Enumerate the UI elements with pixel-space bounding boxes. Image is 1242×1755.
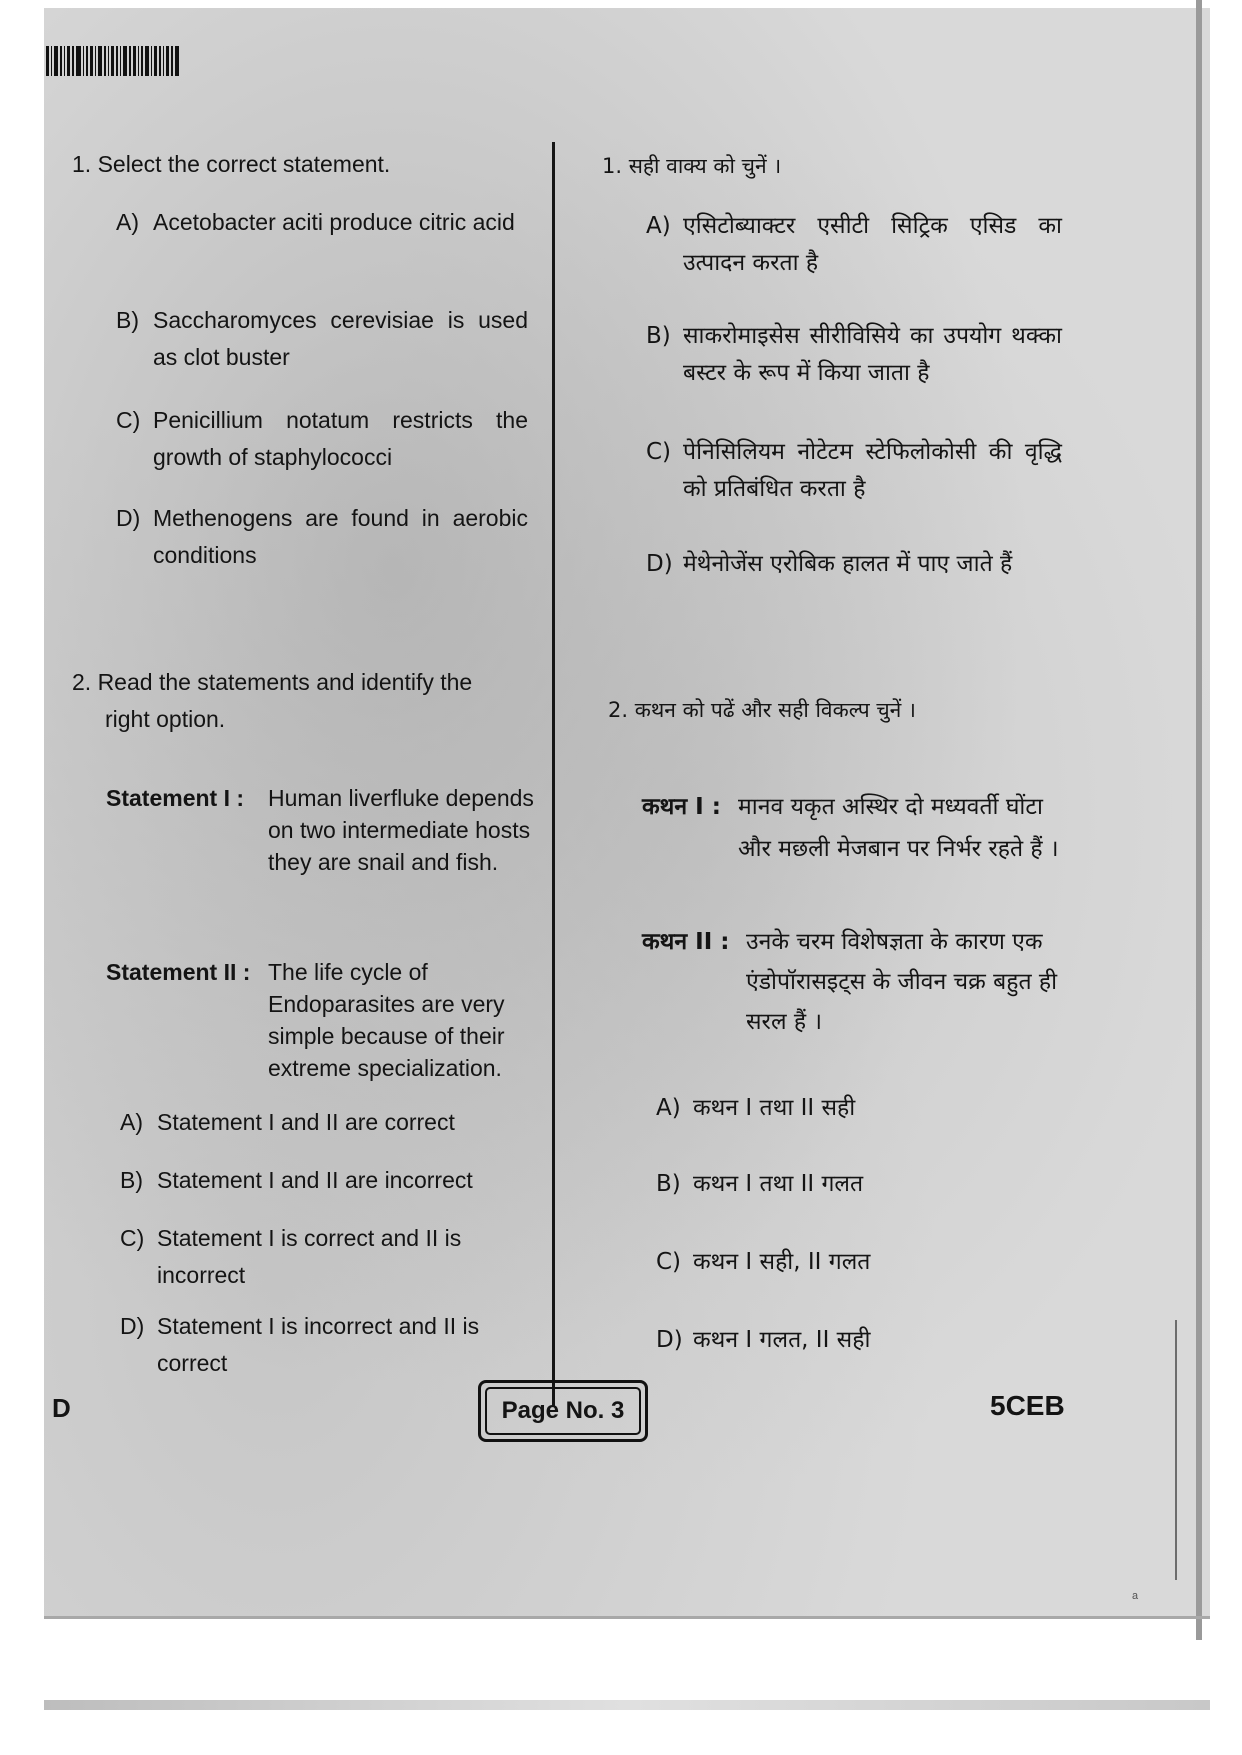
question-title: 2. कथन को पढें और सही विकल्प चुनें । [608, 698, 916, 722]
english-question-2 [72, 664, 542, 738]
option-label: C) [120, 1225, 145, 1251]
option-text: Statement I is incorrect and II is correct [157, 1313, 480, 1376]
hindi-question-1 [602, 146, 1072, 187]
english-q1-option-b [116, 302, 528, 376]
option-text: मेथेनोजेंस एरोबिक हालत में पाए जाते हैं [683, 551, 1013, 577]
hindi-q2-option-d [656, 1322, 976, 1359]
hindi-q1-option-d [646, 546, 1062, 583]
hindi-statement-2 [642, 922, 1072, 1042]
statement-label: Statement I : [106, 785, 245, 811]
set-letter: D [52, 1393, 71, 1423]
statement-label: कथन I : [642, 794, 721, 820]
english-q2-option-d [120, 1308, 520, 1382]
english-statement-2 [106, 956, 538, 1084]
page-edge-bottom [44, 1616, 1210, 1619]
hindi-q1-option-a [646, 208, 1062, 282]
option-text: Statement I and II are incorrect [157, 1167, 473, 1193]
question-title-cont: right option. [105, 706, 226, 732]
option-text: कथन I तथा II सही [693, 1095, 856, 1121]
option-text: Penicillium notatum restricts the growth of staphylococci [153, 407, 528, 470]
statement-text: मानव यकृत अस्थिर दो मध्यवर्ती घोंटा और मछली मेजबान पर निर्भर रहते हैं । [738, 794, 1059, 862]
option-label: B) [116, 307, 139, 333]
hindi-q1-option-c [646, 434, 1062, 508]
option-label: A) [116, 209, 139, 235]
statement-text: Human liverfluke depends on two intermediate hosts they are snail and fish. [268, 785, 534, 875]
question-title: 1. सही वाक्य को चुनें । [602, 154, 782, 178]
english-question-1 [72, 146, 542, 183]
english-q1-option-d [116, 500, 528, 574]
barcode-image [46, 46, 180, 76]
option-text: साकरोमाइसेस सीरीविसिये का उपयोग थक्का बस्टर के रूप में किया जाता है [683, 323, 1062, 386]
option-label: A) [656, 1095, 681, 1121]
option-label: B) [646, 323, 671, 349]
column-divider [552, 142, 555, 1407]
page-number: Page No. 3 [485, 1387, 641, 1435]
hindi-q2-option-b [656, 1166, 976, 1203]
page-number-box [478, 1380, 648, 1442]
english-q1-option-a [116, 204, 528, 241]
hindi-q2-option-c [656, 1244, 976, 1281]
hindi-q1-option-b [646, 318, 1062, 392]
option-label: A) [646, 213, 671, 239]
english-q1-option-c [116, 402, 528, 476]
page-edge [1196, 0, 1202, 1640]
english-q2-option-a [120, 1104, 520, 1141]
option-label: D) [646, 551, 673, 577]
statement-label: Statement II : [106, 959, 251, 985]
option-label: A) [120, 1109, 143, 1135]
option-label: C) [116, 407, 141, 433]
hindi-q2-option-a [656, 1090, 976, 1127]
english-statement-1 [106, 782, 538, 878]
option-label: C) [656, 1249, 682, 1275]
option-text: पेनिसिलियम नोटेटम स्टेफिलोकोसी की वृद्धि को प्रतिबंधित करता है [683, 439, 1062, 502]
english-q2-option-b [120, 1162, 520, 1199]
option-text: कथन I तथा II गलत [693, 1171, 864, 1197]
option-text: कथन I गलत, II सही [693, 1327, 871, 1353]
option-text: Methenogens are found in aerobic conditions [153, 505, 528, 568]
option-text: Acetobacter aciti produce citric acid [153, 209, 515, 235]
option-label: C) [646, 439, 672, 465]
statement-text: उनके चरम विशेषज्ञता के कारण एक एंडोपॉरासइट्स के जीवन चक्र बहुत ही सरल हैं । [746, 929, 1058, 1035]
option-text: एसिटोब्याक्टर एसीटी सिट्रिक एसिड का उत्पादन करता है [683, 213, 1062, 276]
option-text: कथन I सही, II गलत [693, 1249, 871, 1275]
option-label: D) [116, 505, 141, 531]
corner-mark: ᵃ [1132, 1590, 1138, 1607]
option-label: B) [120, 1167, 143, 1193]
question-title: 2. Read the statements and identify the [72, 669, 473, 695]
option-text: Statement I and II are correct [157, 1109, 455, 1135]
scan-shadow [44, 1700, 1210, 1710]
paper-code: 5CEB [990, 1390, 1065, 1421]
option-label: D) [120, 1313, 145, 1339]
hindi-question-2 [608, 690, 1078, 731]
english-q2-option-c [120, 1220, 500, 1294]
option-text: Saccharomyces cerevisiae is used as clot buster [153, 307, 528, 370]
option-label: D) [656, 1327, 683, 1353]
question-title: 1. Select the correct statement. [72, 151, 391, 177]
option-text: Statement I is correct and II is incorrect [157, 1225, 462, 1288]
statement-text: The life cycle of Endoparasites are very simple because of their extreme specialization. [268, 959, 505, 1081]
statement-label: कथन II : [642, 929, 730, 955]
margin-rule [1175, 1320, 1177, 1580]
option-label: B) [656, 1171, 681, 1197]
hindi-statement-1 [642, 786, 1072, 870]
